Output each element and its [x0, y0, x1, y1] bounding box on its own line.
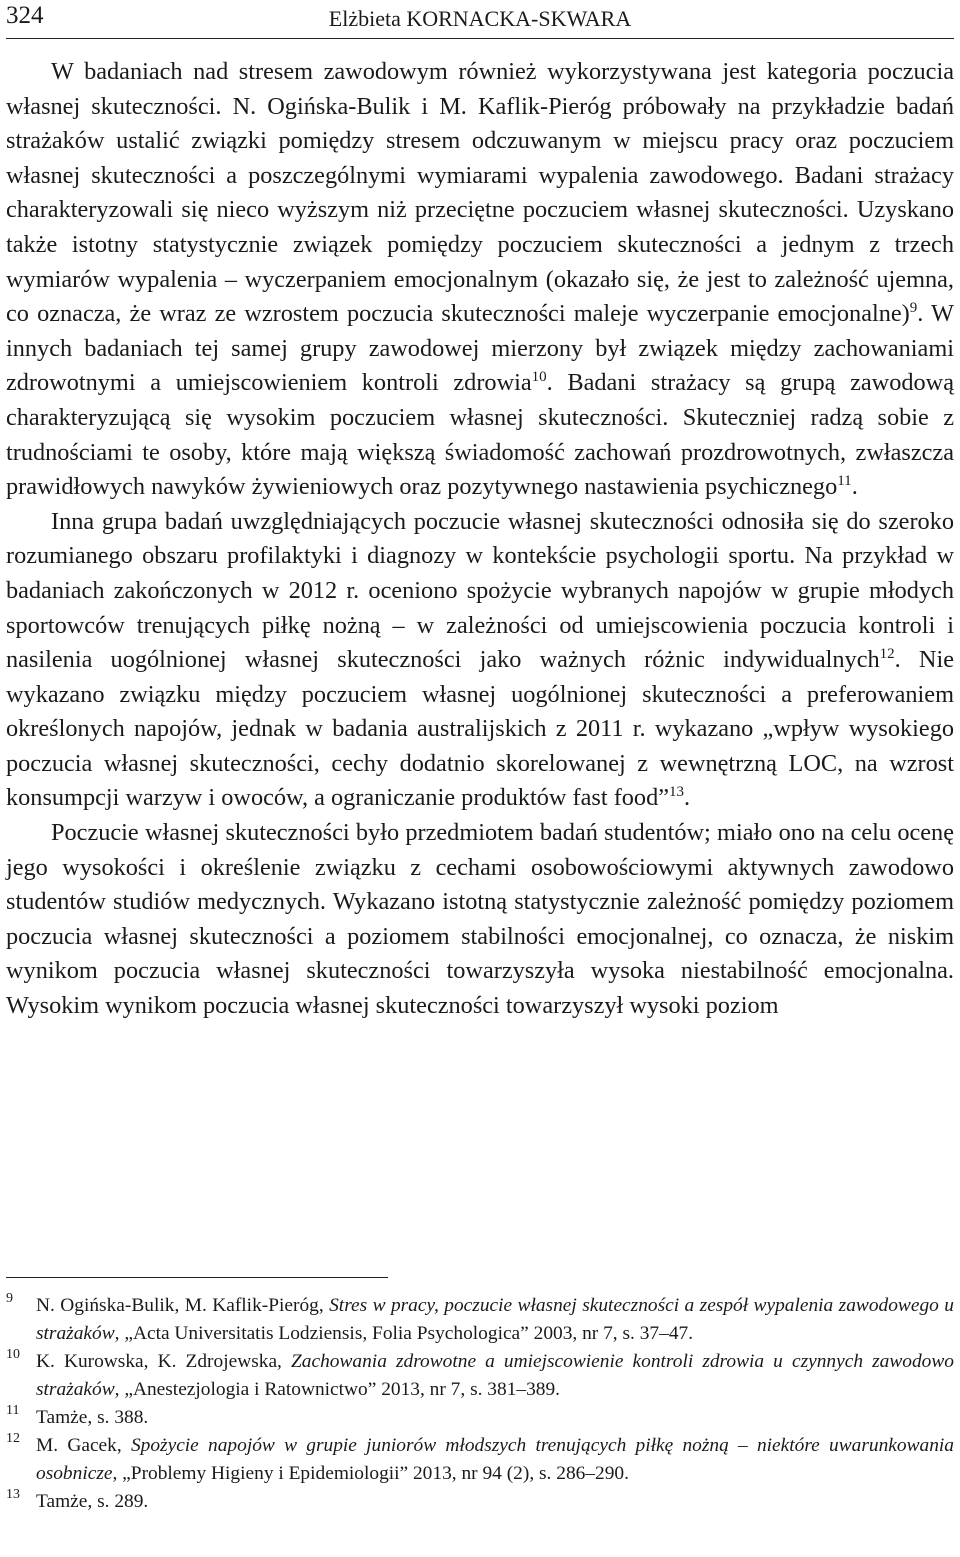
body-text	[6, 55, 954, 1024]
footnote	[6, 1292, 954, 1348]
footnote-text: , „Anestezjologia i Ratownictwo” 2013, nr 7, s. 381–389.	[114, 1379, 561, 1400]
page-header	[6, 2, 954, 39]
footnote-ref[interactable]: 12	[879, 646, 895, 662]
paragraph-text: W badaniach nad stresem zawodowym również wykorzystywana jest kategoria poczucia własnej skuteczności. N. Ogińska-Bulik i M. Kaflik-Pieróg próbowały na przykładzie badań strażaków ustalić związki pomiędzy stresem odczuwanym w miejscu pracy oraz poczuciem własnej skuteczności a poszczególnymi wymiarami wypalenia zawodowego. Badani strażacy charakteryzowali się nieco wyższym niż przeciętne poczuciem własnej skuteczności. Uzyskano także istotny statystycznie związek pomiędzy poczuciem skuteczności a jednym z trzech wymiarów wypalenia – wyczerpaniem emocjonalnym (okazało się, że jest to zależność ujemna, co oznacza, że wraz ze wzrostem poczucia skuteczności maleje wyczerpanie emocjonalne)	[6, 58, 954, 328]
footnote-text: K. Kurowska, K. Zdrojewska,	[36, 1351, 291, 1372]
footnote-title: Spożycie napojów w grupie juniorów młodszych trenujących piłkę nożną – niektóre uwarunkowania osobnicze	[36, 1435, 954, 1484]
paragraph	[6, 505, 954, 816]
paragraph-text: .	[851, 473, 858, 501]
footnote-number: 10	[6, 1347, 20, 1362]
footnote-text: N. Ogińska-Bulik, M. Kaflik-Pieróg,	[36, 1295, 330, 1316]
footnote	[6, 1348, 954, 1404]
footnote-title: Stres w pracy, poczucie własnej skuteczności a zespół wypalenia zawodowego u strażaków	[36, 1295, 954, 1344]
footnote-text: , „Problemy Higieny i Epidemiologii” 2013, nr 94 (2), s. 286–290.	[112, 1463, 629, 1484]
footnote-number: 12	[6, 1431, 20, 1446]
footnotes	[6, 1292, 954, 1516]
paragraph-text: Inna grupa badań uwzględniających poczucie własnej skuteczności odnosiła się do szeroko rozumianego obszaru profilaktyki i diagnozy w kontekście psychologii sportu. Na przykład w badaniach zakończonych w 2012 r. oceniono spożycie wybranych napojów w grupie młodych sportowców trenujących piłkę nożną – w zależności od umiejscowienia poczucia kontroli i nasilenia uogólnionej własnej skuteczności jako ważnych różnic indywidualnych	[6, 507, 954, 674]
footnote-text: , „Acta Universitatis Lodziensis, Folia Psychologica” 2003, nr 7, s. 37–47.	[114, 1323, 694, 1344]
footnote-ref[interactable]: 10	[531, 369, 547, 386]
footnote-number: 11	[6, 1403, 20, 1418]
paragraph-text: . W innych badaniach tej samej grupy zawodowej mierzony był związek między zachowaniami zdrowotnymi a umiejscowieniem kontroli zdrowia	[6, 300, 954, 397]
footnote	[6, 1488, 954, 1516]
paragraph-text: .	[684, 784, 691, 812]
footnote-text: Tamże, s. 388.	[36, 1407, 149, 1428]
footnote-ref[interactable]: 9	[909, 300, 918, 317]
footnote-separator	[6, 1277, 388, 1278]
footnote-number: 9	[6, 1291, 13, 1306]
running-head: Elżbieta KORNACKA-SKWARA	[328, 6, 632, 31]
footnote-text: Tamże, s. 289.	[36, 1491, 149, 1512]
paragraph	[6, 55, 954, 505]
page-number: 324	[6, 2, 44, 29]
footnote-title: Zachowania zdrowotne a umiejscowienie kontroli zdrowia u czynnych zawodowo strażaków	[36, 1351, 955, 1400]
footnote-number: 13	[6, 1487, 20, 1502]
footnote-text: M. Gacek,	[36, 1435, 131, 1456]
footnote-ref[interactable]: 11	[837, 473, 852, 490]
paragraph-text: . Badani strażacy są grupą zawodową charakteryzującą się wysokim poczuciem własnej skuteczności. Skuteczniej radzą sobie z trudnościami te osoby, które mają większą świadomość zachowań prozdrowotnych, zwłaszcza prawidłowych nawyków żywieniowych oraz pozytywnego nastawienia psychicznego	[6, 369, 954, 501]
footnote	[6, 1432, 954, 1488]
paragraph-text: . Nie wykazano związku między poczuciem własnej uogólnionej skuteczności a preferowaniem określonych napojów, jednak w badania australijskich z 2011 r. wykazano „wpływ wysokiego poczucia własnej skuteczności, cechy dodatnio skorelowanej z wewnętrzną LOC, na wzrost konsumpcji warzyw i owoców, a ograniczanie produktów fast food”	[6, 646, 954, 812]
footnote	[6, 1404, 954, 1432]
paragraph	[6, 816, 954, 1024]
paragraph-text: Poczucie własnej skuteczności było przedmiotem badań studentów; miało ono na celu ocenę jego wysokości i określenie związku z cechami osobowościowymi aktywnych zawodowo studentów studiów medycznych. Wykazano istotną statystycznie zależność pomiędzy poziomem poczucia własnej skuteczności a poziomem stabilności emocjonalnej, co oznacza, że niskim wynikom poczucia własnej skuteczności towarzyszyła wysoka niestabilność emocjonalna. Wysokim wynikom poczucia własnej skuteczności towarzyszył wysoki poziom	[6, 819, 954, 1020]
footnote-ref[interactable]: 13	[669, 784, 685, 801]
